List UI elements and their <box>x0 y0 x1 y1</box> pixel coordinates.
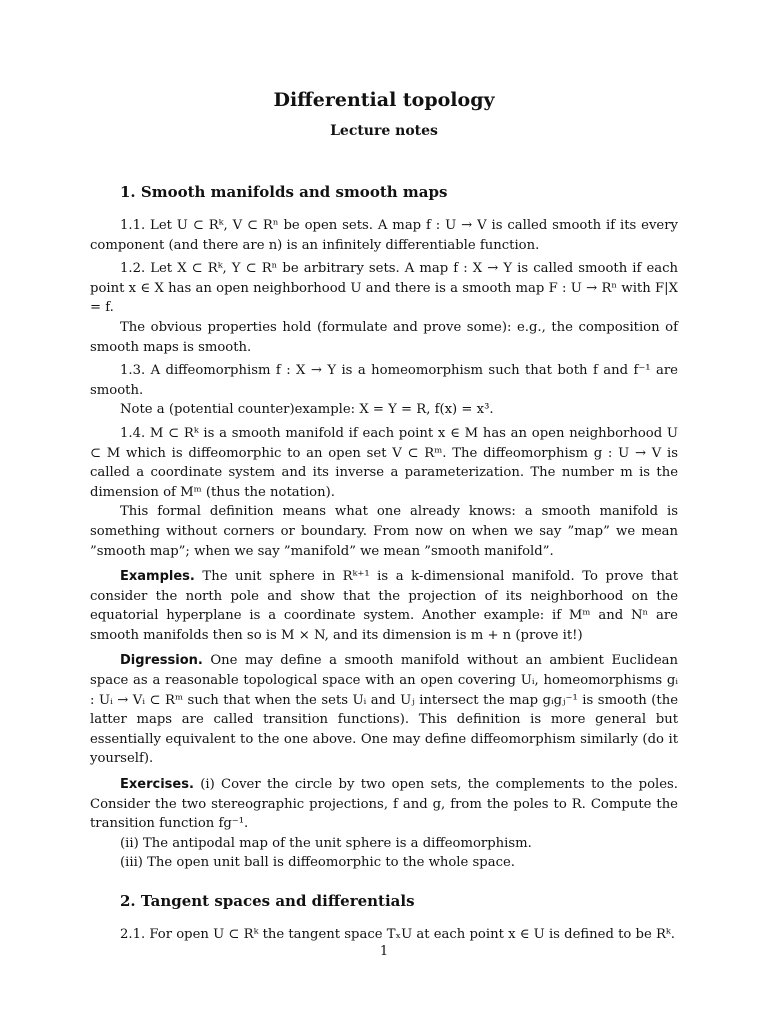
digression-label: Digression. <box>120 653 203 669</box>
paragraph-1-3-remark: Note a (potential counter)example: X = Y = R, f(x) = x³. <box>120 402 494 418</box>
paragraph-1-3: 1.3. A diffeomorphism f : X → Y is a homeomorphism such that both f and f⁻¹ are smooth. <box>90 363 678 398</box>
page-number: 1 <box>379 944 389 959</box>
exercise-ii: (ii) The antipodal map of the unit sphere is a diffeomorphism. <box>120 835 532 851</box>
section-heading-2: 2. Tangent spaces and differentials <box>120 892 415 910</box>
page-body <box>90 88 678 945</box>
paragraph-1-2-remark: The obvious properties hold (formulate and prove some): e.g., the composition of smooth maps is smooth. <box>90 319 678 355</box>
examples-label: Examples. <box>120 569 195 585</box>
paragraph-1-2: 1.2. Let X ⊂ Rᵏ, Y ⊂ Rⁿ be arbitrary sets. A map f : X → Y is called smooth if each point x ∈ X has an open neighborhood U and there is a smooth map F : U → Rⁿ with F|X = f. <box>90 261 678 316</box>
examples-paragraph <box>90 567 678 645</box>
exercises-paragraph <box>90 775 678 834</box>
digression-text: One may define a smooth manifold without an ambient Euclidean space as a reasonable topological space with an open covering Uᵢ, homeomorphisms gᵢ : Uᵢ → Vᵢ ⊂ Rᵐ such that when the sets Uᵢ and Uⱼ intersect the map gᵢgⱼ⁻¹ is smooth (the latter maps are called transition functions). This definition is more general but essentially equivalent to the one above. One may define diffeomorphism similarly (do it yourself). <box>90 653 678 767</box>
examples-text: The unit sphere in Rᵏ⁺¹ is a k-dimensional manifold. To prove that consider the north pole and show that the projection of its neighborhood on the equatorial hyperplane is a coordinate system. Another example: if Mᵐ and Nⁿ are smooth manifolds then so is M × N, and its dimension is m + n (prove it!) <box>90 569 678 643</box>
paragraph-2-1: 2.1. For open U ⊂ Rᵏ the tangent space TₓU at each point x ∈ U is defined to be Rᵏ. <box>120 927 675 942</box>
exercise-iii: (iii) The open unit ball is diffeomorphic to the whole space. <box>120 855 515 871</box>
paragraph-1-1: 1.1. Let U ⊂ Rᵏ, V ⊂ Rⁿ be open sets. A map f : U → V is called smooth if its every component (and there are n) is an infinitely differentiable function. <box>90 218 678 253</box>
exercises-label: Exercises. <box>120 777 194 793</box>
section-heading-1: 1. Smooth manifolds and smooth maps <box>120 183 448 201</box>
document-subtitle: Lecture notes <box>330 123 438 139</box>
paragraph-1-4-remark: This formal definition means what one already knows: a smooth manifold is something without corners or boundary. From now on when we say ”map” we mean ”smooth map”; when we say ”manifold” we mean ”smooth manifold”. <box>90 504 678 559</box>
paragraph-1-4: 1.4. M ⊂ Rᵏ is a smooth manifold if each point x ∈ M has an open neighborhood U ⊂ M which is diffeomorphic to an open set V ⊂ Rᵐ. The diffeomorphism g : U → V is called a coordinate system and its inverse a parameterization. The number m is the dimension of Mᵐ (thus the notation). <box>90 425 678 500</box>
document-title: Differential topology <box>273 89 495 111</box>
digression-paragraph <box>90 651 678 769</box>
exercises-text: (i) Cover the circle by two open sets, the complements to the poles. Consider the two stereographic projections, f and g, from the poles to R. Compute the transition function fg⁻¹. <box>90 777 678 832</box>
